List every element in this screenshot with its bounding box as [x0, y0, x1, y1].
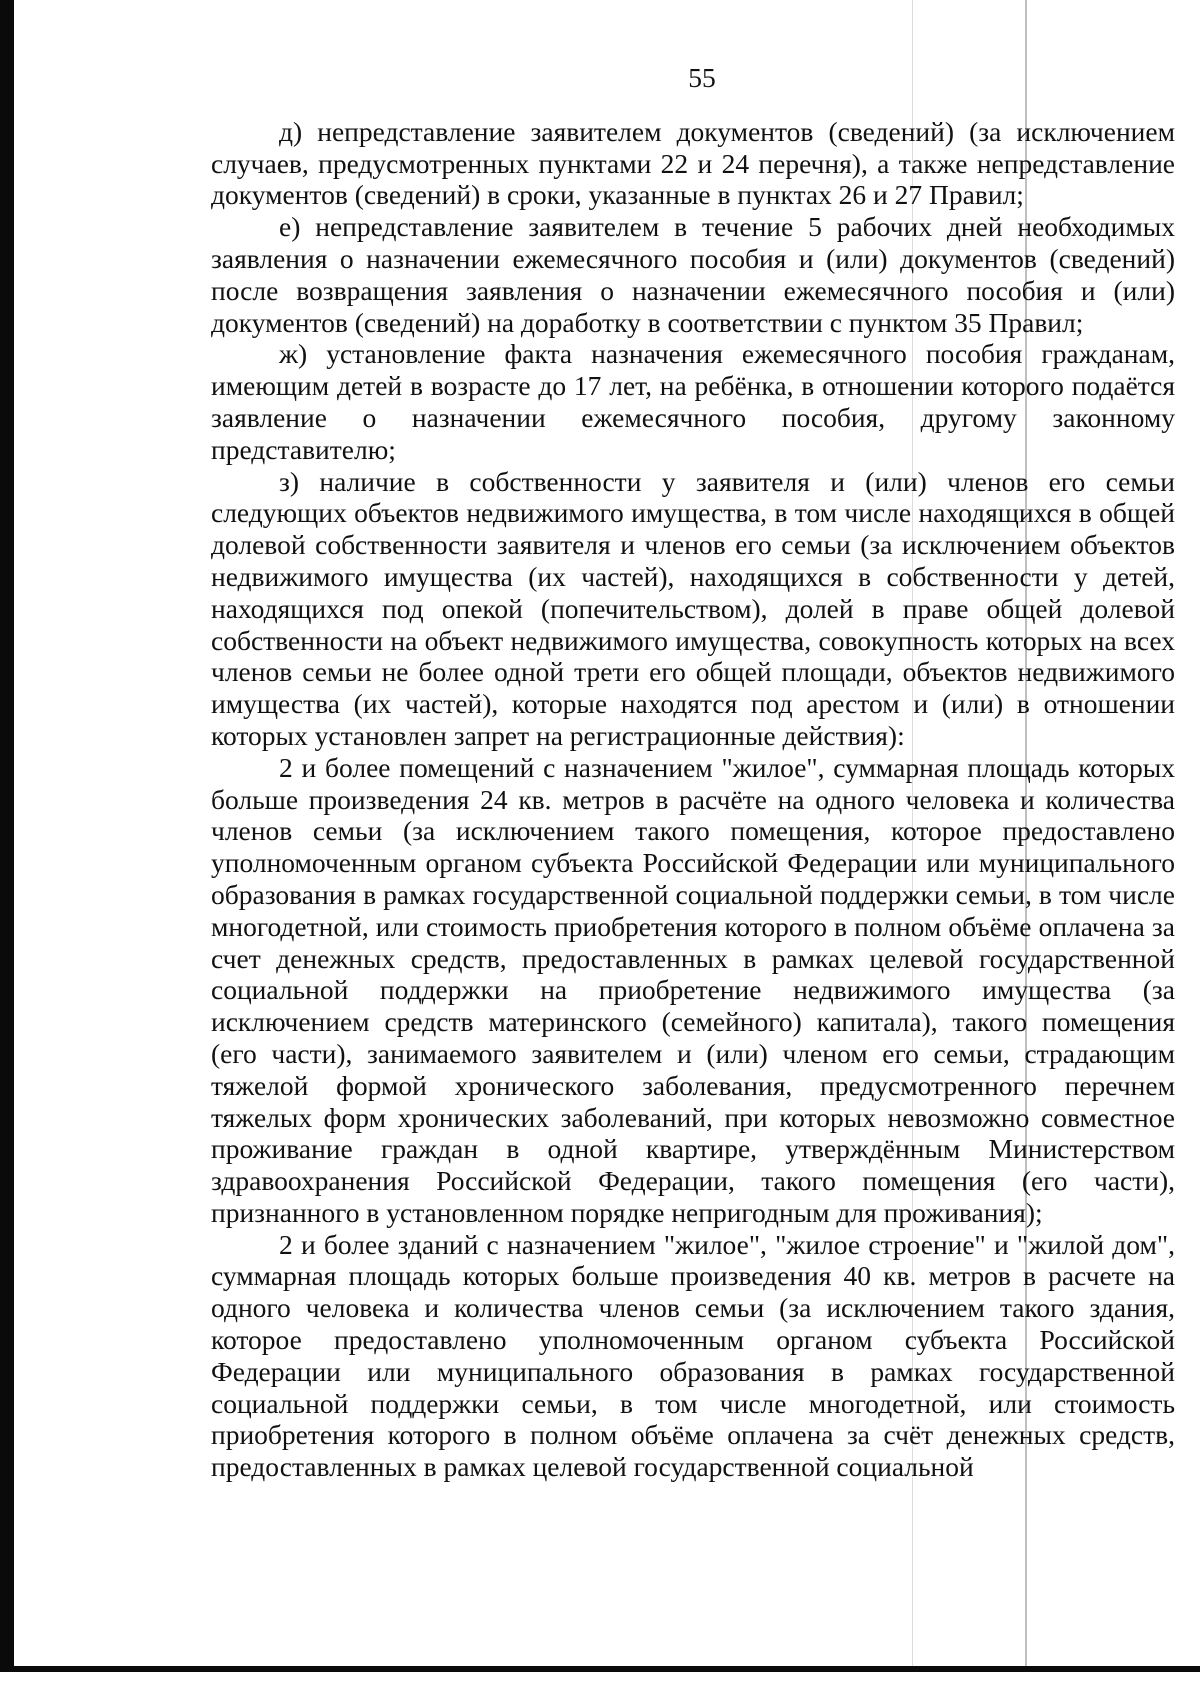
paragraph-buildings: 2 и более зданий с назначением "жилое", "жилое строение" и "жилой дом", суммарная площадь которых больше произведения 40 кв. метров в расчете на одного человека и количества членов семьи (за исключением такого здания, которое предоставлено уполномоченным органом субъекта Российской Федерации или муниципального образования в рамках государственной социальной поддержки семьи, в том числе многодетной, или стоимость приобретения которого в полном объёме оплачена за счёт денежных средств, предоставленных в рамках целевой государственной социальной: [211, 1228, 1175, 1483]
paragraph-zh: ж) установление факта назначения ежемесячного пособия гражданам, имеющим детей в возрасте до 17 лет, на ребёнка, в отношении которого подаётся заявление о назначении ежемесячного пособия, другому законному представителю;: [211, 338, 1175, 465]
paragraph-d: д) непредставление заявителем документов (сведений) (за исключением случаев, предусмотренных пунктами 22 и 24 перечня), а также непредставление документов (сведений) в сроки, указанные в пунктах 26 и 27 Правил;: [211, 115, 1175, 211]
page-number: 55: [688, 62, 716, 93]
paragraph-z: з) наличие в собственности у заявителя и (или) членов его семьи следующих объектов недвижимого имущества, в том числе находящихся в общей долевой собственности заявителя и членов его семьи (за исключением объектов недвижимого имущества (их частей), находящихся в собственности у детей, находящихся под опекой (попечительством), долей в праве общей долевой собственности на объект недвижимого имущества, совокупность которых на всех членов семьи не более одной трети его общей площади, объектов недвижимого имущества (их частей), которые находятся под арестом и (или) в отношении которых установлен запрет на регистрационные действия):: [211, 465, 1175, 751]
paragraph-premises: 2 и более помещений с назначением "жилое", суммарная площадь которых больше произведения 24 кв. метров в расчёте на одного человека и количества членов семьи (за исключением такого помещения, которое предоставлено уполномоченным органом субъекта Российской Федерации или муниципального образования в рамках государственной социальной поддержки семьи, в том числе многодетной, или стоимость приобретения которого в полном объёме оплачена за счет денежных средств, предоставленных в рамках целевой государственной социальной поддержки на приобретение недвижимого имущества (за исключением средств материнского (семейного) капитала), такого помещения (его части), занимаемого заявителем и (или) членом его семьи, страдающим тяжелой формой хронического заболевания, предусмотренного перечнем тяжелых форм хронических заболеваний, при которых невозможно совместное проживание граждан в одной квартире, утверждённым Министерством здравоохранения Российской Федерации, такого помещения (его части), признанного в установленном порядке непригодным для проживания);: [211, 751, 1175, 1228]
scan-left-border: [0, 0, 14, 1672]
scan-bottom-border: [14, 1666, 1200, 1672]
document-page: [211, 62, 1175, 1483]
paragraph-e: е) непредставление заявителем в течение 5 рабочих дней необходимых заявления о назначении ежемесячного пособия и (или) документов (сведений) после возвращения заявления о назначении ежемесячного пособия и (или) документов (сведений) на доработку в соответствии с пунктом 35 Правил;: [211, 211, 1175, 338]
